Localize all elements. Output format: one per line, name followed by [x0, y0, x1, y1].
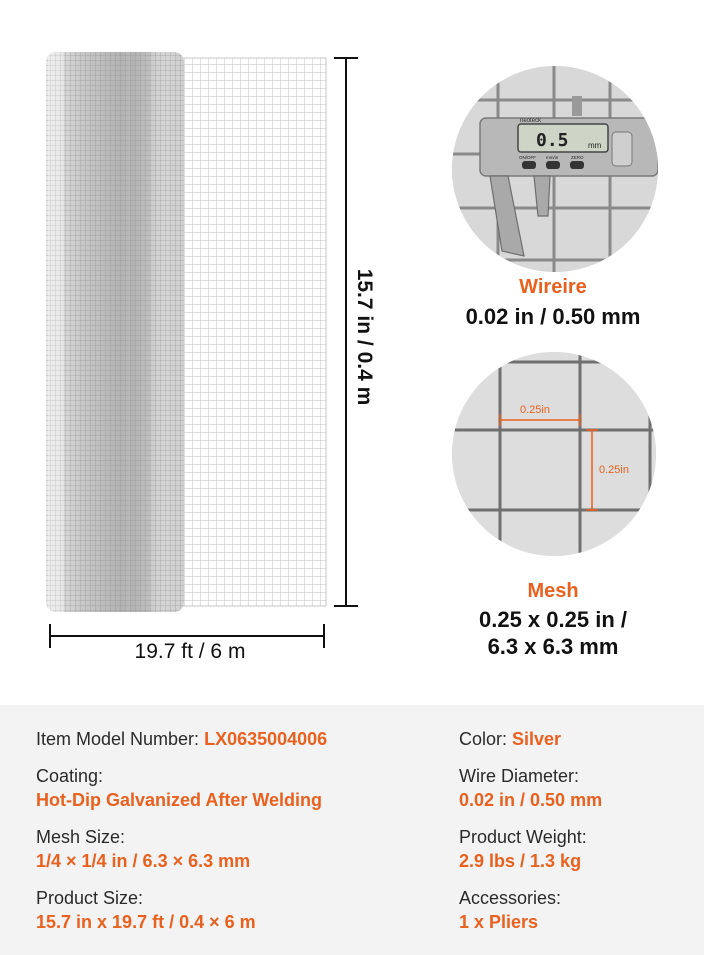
spec-product-weight	[459, 825, 587, 873]
spec-mesh-size-value: 1/4 × 1/4 in / 6.3 × 6.3 mm	[36, 851, 251, 871]
caliper-unit: mm	[588, 141, 602, 150]
mesh-sheet	[176, 58, 326, 606]
width-dimension-label: 19.7 ft / 6 m	[134, 640, 246, 663]
spec-product-size	[36, 886, 256, 934]
mesh-value-line2: 6.3 x 6.3 mm	[487, 634, 619, 659]
spec-product-weight-value: 2.9 lbs / 1.3 kg	[459, 851, 582, 871]
spec-panel	[0, 705, 704, 955]
caliper-onoff-label: ON/OFF	[519, 155, 536, 160]
spec-wire-diameter	[459, 764, 602, 812]
spec-mesh-size-label: Mesh Size:	[36, 827, 126, 847]
spec-model	[36, 727, 327, 751]
spec-model-value: LX0635004006	[204, 729, 328, 749]
mesh-value-line1: 0.25 x 0.25 in /	[479, 607, 627, 632]
spec-coating-value: Hot-Dip Galvanized After Welding	[36, 790, 323, 810]
spec-accessories-value: 1 x Pliers	[459, 912, 539, 932]
spec-product-weight-label: Product Weight:	[459, 827, 587, 847]
spec-model-label: Item Model Number:	[36, 729, 200, 749]
spec-accessories	[459, 886, 561, 934]
wire-title: Wireire	[519, 276, 587, 298]
spec-mesh-size	[36, 825, 250, 873]
mesh-title: Mesh	[527, 580, 579, 602]
wire-caliper-closeup	[452, 66, 658, 272]
spec-wire-diameter-label: Wire Diameter:	[459, 766, 580, 786]
caliper-brand: neoteck	[520, 118, 542, 124]
mesh-closeup	[452, 352, 656, 556]
spec-product-size-value: 15.7 in x 19.7 ft / 0.4 × 6 m	[36, 912, 256, 932]
spec-coating	[36, 764, 322, 812]
height-dimension-label: 15.7 in / 0.4 m	[353, 268, 376, 406]
spec-color-value: Silver	[512, 729, 562, 749]
svg-text:0.25in: 0.25in	[599, 464, 629, 476]
spec-product-size-label: Product Size:	[36, 888, 144, 908]
caliper-unit-label: mm/in	[546, 155, 559, 160]
spec-accessories-label: Accessories:	[459, 888, 562, 908]
wire-value: 0.02 in / 0.50 mm	[465, 304, 641, 329]
caliper-zero-label: ZERO	[571, 155, 584, 160]
svg-text:0.25in: 0.25in	[520, 404, 550, 416]
spec-coating-label: Coating:	[36, 766, 104, 786]
spec-wire-diameter-value: 0.02 in / 0.50 mm	[459, 790, 603, 810]
caliper-reading: 0.5	[536, 130, 569, 151]
spec-color-label: Color:	[459, 729, 508, 749]
spec-color	[459, 727, 561, 751]
